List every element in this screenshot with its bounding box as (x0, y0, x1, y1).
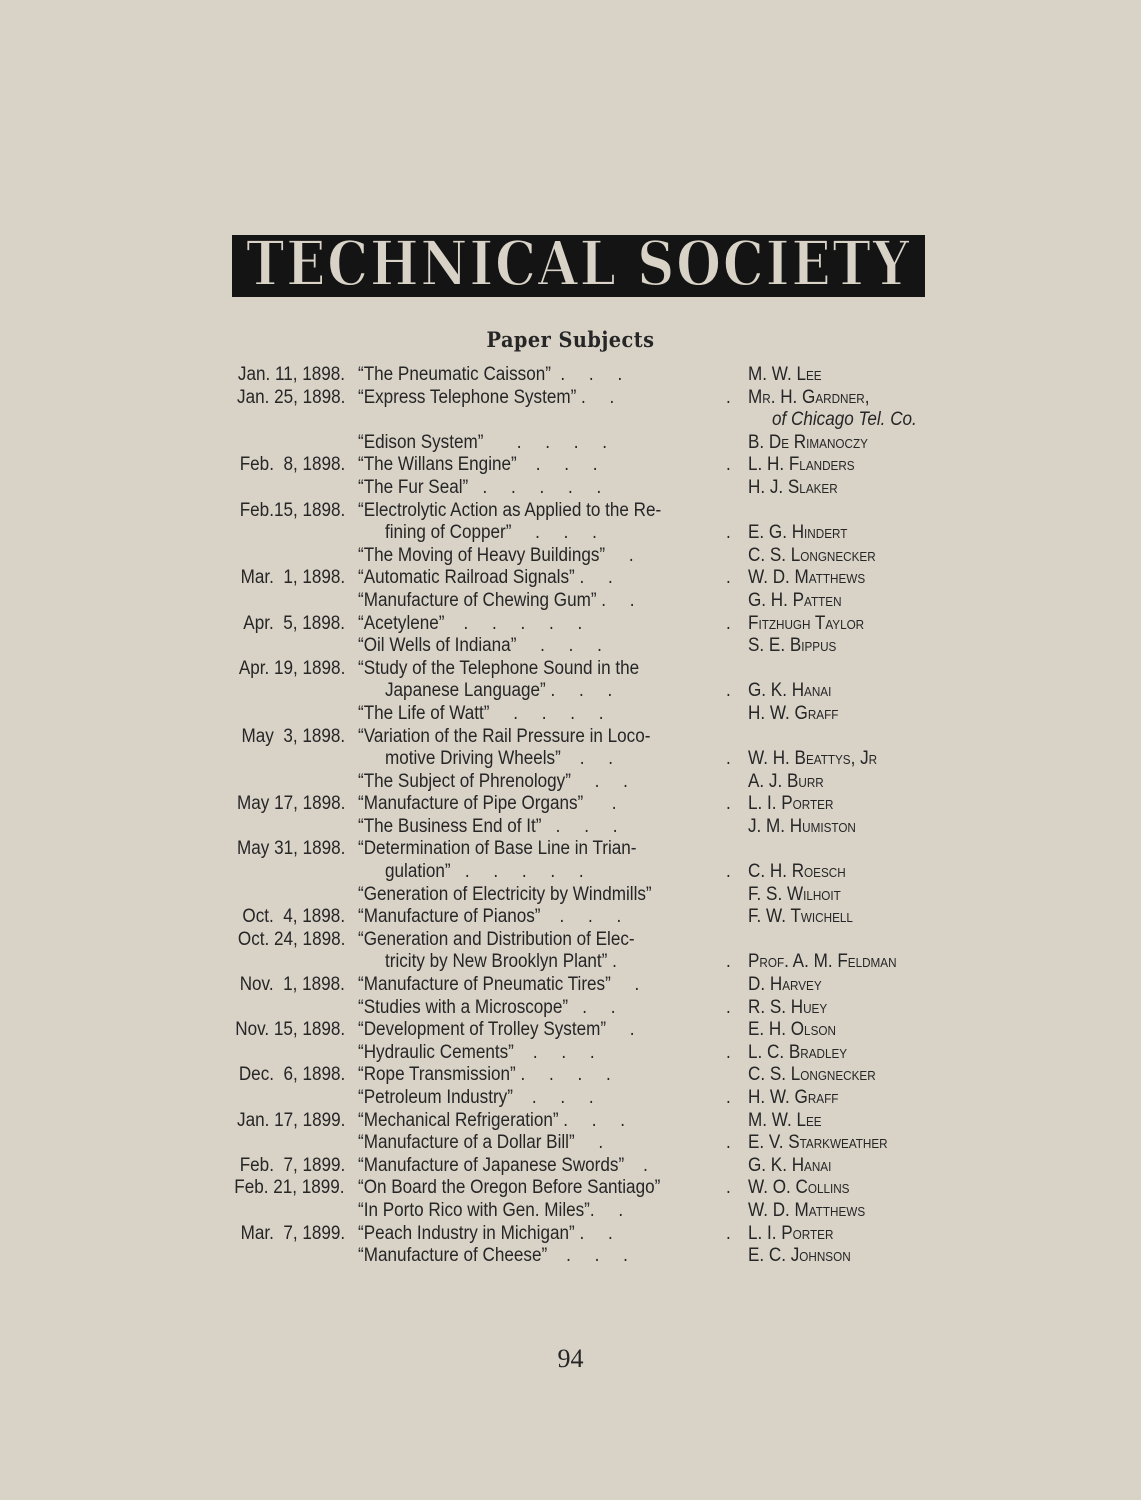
list-item (0, 454, 1141, 477)
author: Fitzhugh Taylor (748, 612, 865, 634)
paper-title: “Generation and Distribution of Elec- (358, 928, 635, 950)
paper-title: Japanese Language” . . . (385, 680, 613, 702)
list-item (0, 1245, 1141, 1268)
paper-title: “Manufacture of Pipe Organs” . (358, 793, 617, 815)
paper-title: “Study of the Telephone Sound in the (358, 657, 640, 679)
paper-title: “Automatic Railroad Signals” . . (358, 567, 613, 589)
list-item (0, 567, 1141, 590)
list-item (0, 884, 1141, 907)
date: May 31, 1898. (236, 838, 345, 860)
date: Apr. 19, 1898. (238, 657, 345, 679)
author: C. H. Roesch (748, 861, 846, 883)
author: H. J. Slaker (748, 476, 838, 498)
list-item (0, 1087, 1141, 1110)
list-item (0, 1110, 1141, 1133)
paper-title: “Mechanical Refrigeration” . . . (358, 1109, 626, 1131)
list-item (0, 1019, 1141, 1042)
list-item (0, 409, 1141, 432)
paper-title: “Petroleum Industry” . . . (358, 1087, 594, 1108)
date: Feb.15, 1898. (239, 499, 345, 521)
paper-title: “Oil Wells of Indiana” . . . (358, 635, 602, 657)
paper-title: “Generation of Electricity by Windmills” (358, 883, 652, 905)
list-item (0, 816, 1141, 839)
dot-leader: . (726, 1087, 731, 1108)
author: C. S. Longnecker (748, 544, 876, 566)
author: H. W. Graff (748, 1087, 839, 1108)
list-item (0, 793, 1141, 816)
list-item (0, 1177, 1141, 1200)
dot-leader: . (726, 1041, 731, 1063)
paper-title: “The Pneumatic Caisson” . . . (358, 364, 623, 385)
dot-leader: . (726, 748, 731, 770)
paper-title: “Express Telephone System” . . (358, 386, 615, 408)
date: Jan. 25, 1898. (236, 386, 345, 408)
date: Nov. 1, 1898. (239, 974, 345, 996)
paper-title: “The Fur Seal” . . . . . (358, 476, 602, 498)
dot-leader: . (726, 680, 731, 702)
date: Jan. 17, 1899. (236, 1109, 345, 1131)
list-item (0, 974, 1141, 997)
dot-leader: . (726, 386, 731, 408)
list-item (0, 1042, 1141, 1065)
paper-title: “Edison System” . . . . (358, 431, 607, 453)
paper-title: “Rope Transmission” . . . . (358, 1064, 611, 1086)
dot-leader: . (726, 1177, 731, 1199)
paper-title: “Determination of Base Line in Trian- (358, 838, 637, 860)
date: Feb. 8, 1898. (239, 454, 345, 476)
list-item (0, 1223, 1141, 1246)
date: May 17, 1898. (236, 793, 345, 815)
list-item (0, 929, 1141, 952)
author: G. H. Patten (748, 589, 842, 611)
date: May 3, 1898. (241, 725, 345, 747)
dot-leader: . (726, 1222, 731, 1244)
list-item (0, 1200, 1141, 1223)
dot-leader: . (726, 522, 731, 544)
author: S. E. Bippus (748, 635, 837, 657)
paper-title: “Hydraulic Cements” . . . (358, 1041, 595, 1063)
paper-title: fining of Copper” . . . (385, 522, 597, 544)
author: of Chicago Tel. Co. (772, 409, 917, 431)
paper-title: “The Business End of It” . . . (358, 815, 618, 837)
list-item (0, 545, 1141, 568)
paper-title: “The Moving of Heavy Buildings” . (358, 544, 634, 566)
paper-title: gulation” . . . . . (385, 861, 584, 883)
page-subtitle: Paper Subjects (486, 327, 655, 352)
paper-title: “Manufacture of Pneumatic Tires” . (358, 974, 640, 996)
author: M. W. Lee (748, 1109, 822, 1131)
dot-leader: . (726, 793, 731, 815)
author: L. H. Flanders (748, 454, 855, 476)
author: R. S. Huey (748, 996, 828, 1018)
paper-title: tricity by New Brooklyn Plant” . (385, 951, 617, 973)
list-item (0, 432, 1141, 455)
date: Oct. 4, 1898. (242, 906, 345, 928)
list-item (0, 522, 1141, 545)
list-item (0, 364, 1141, 387)
paper-title: “Peach Industry in Michigan” . . (358, 1222, 613, 1244)
dot-leader: . (726, 861, 731, 883)
date: Feb. 21, 1899. (234, 1177, 345, 1199)
list-item (0, 635, 1141, 658)
list-item (0, 906, 1141, 929)
author: L. I. Porter (748, 793, 834, 815)
paper-title: motive Driving Wheels” . . (385, 748, 614, 770)
date: Feb. 7, 1899. (239, 1154, 345, 1176)
paper-title: “Acetylene” . . . . . (358, 612, 583, 634)
list-item (0, 726, 1141, 749)
list-item (0, 997, 1141, 1020)
author: G. K. Hanai (748, 680, 832, 702)
date: Jan. 11, 1898. (237, 364, 345, 385)
author: W. D. Matthews (748, 567, 866, 589)
paper-title: “Development of Trolley System” . (358, 1019, 635, 1041)
dot-leader: . (726, 612, 731, 634)
date: Mar. 1, 1898. (240, 567, 345, 589)
paper-subjects-list (0, 364, 1141, 1268)
paper-title: “On Board the Oregon Before Santiago” (358, 1177, 661, 1199)
author: F. W. Twichell (748, 906, 853, 928)
author: J. M. Humiston (748, 815, 856, 837)
paper-title: “The Subject of Phrenology” . . (358, 770, 628, 792)
author: E. H. Olson (748, 1019, 836, 1041)
author: Mr. H. Gardner, (748, 386, 870, 408)
list-item (0, 680, 1141, 703)
author: W. O. Collins (748, 1177, 850, 1199)
author: A. J. Burr (748, 770, 824, 792)
date: Dec. 6, 1898. (238, 1064, 345, 1086)
author: L. I. Porter (748, 1222, 834, 1244)
technical-society-banner (226, 210, 931, 325)
list-item (0, 477, 1141, 500)
dot-leader: . (726, 454, 731, 476)
date: Oct. 24, 1898. (237, 928, 345, 950)
paper-title: “In Porto Rico with Gen. Miles”. . (358, 1199, 624, 1221)
dot-leader: . (726, 996, 731, 1018)
paper-title: “Electrolytic Action as Applied to the Re- (358, 499, 662, 521)
paper-title: “Manufacture of Chewing Gum” . . (358, 589, 635, 611)
paper-title: “Manufacture of a Dollar Bill” . (358, 1132, 604, 1154)
paper-title: “Studies with a Microscope” . . (358, 996, 616, 1018)
author: C. S. Longnecker (748, 1064, 876, 1086)
list-item (0, 1064, 1141, 1087)
author: E. V. Starkweather (748, 1132, 888, 1154)
author: W. D. Matthews (748, 1199, 866, 1221)
list-item (0, 1155, 1141, 1178)
list-item (0, 500, 1141, 523)
author: Prof. A. M. Feldman (748, 951, 897, 973)
paper-title: “Manufacture of Cheese” . . . (358, 1245, 628, 1267)
author: G. K. Hanai (748, 1154, 832, 1176)
svg-text:TECHNICAL SOCIETY: TECHNICAL SOCIETY (246, 227, 911, 300)
author: B. De Rimanoczy (748, 431, 868, 453)
list-item (0, 951, 1141, 974)
author: W. H. Beattys, Jr (748, 748, 878, 770)
list-item (0, 838, 1141, 861)
date: Mar. 7, 1899. (240, 1222, 345, 1244)
dot-leader: . (726, 1132, 731, 1154)
author: D. Harvey (748, 974, 822, 996)
author: L. C. Bradley (748, 1041, 848, 1063)
list-item (0, 861, 1141, 884)
paper-title: “Manufacture of Japanese Swords” . (358, 1154, 648, 1176)
paper-title: “The Willans Engine” . . . (358, 454, 598, 476)
dot-leader: . (726, 951, 731, 973)
author: E. C. Johnson (748, 1245, 851, 1267)
date: Nov. 15, 1898. (235, 1019, 345, 1041)
paper-title: “The Life of Watt” . . . . (358, 702, 604, 724)
list-item (0, 613, 1141, 636)
date: Apr. 5, 1898. (243, 612, 345, 634)
author: H. W. Graff (748, 702, 839, 724)
list-item (0, 1132, 1141, 1155)
list-item (0, 771, 1141, 794)
list-item (0, 748, 1141, 771)
dot-leader: . (726, 567, 731, 589)
page-number: 94 (557, 1344, 584, 1373)
list-item (0, 387, 1141, 410)
paper-title: “Variation of the Rail Pressure in Loco- (358, 725, 651, 747)
paper-title: “Manufacture of Pianos” . . . (358, 906, 622, 928)
list-item (0, 590, 1141, 613)
list-item (0, 703, 1141, 726)
list-item (0, 658, 1141, 681)
author: F. S. Wilhoit (748, 883, 841, 905)
author: E. G. Hindert (748, 522, 848, 544)
author: M. W. Lee (748, 364, 822, 385)
